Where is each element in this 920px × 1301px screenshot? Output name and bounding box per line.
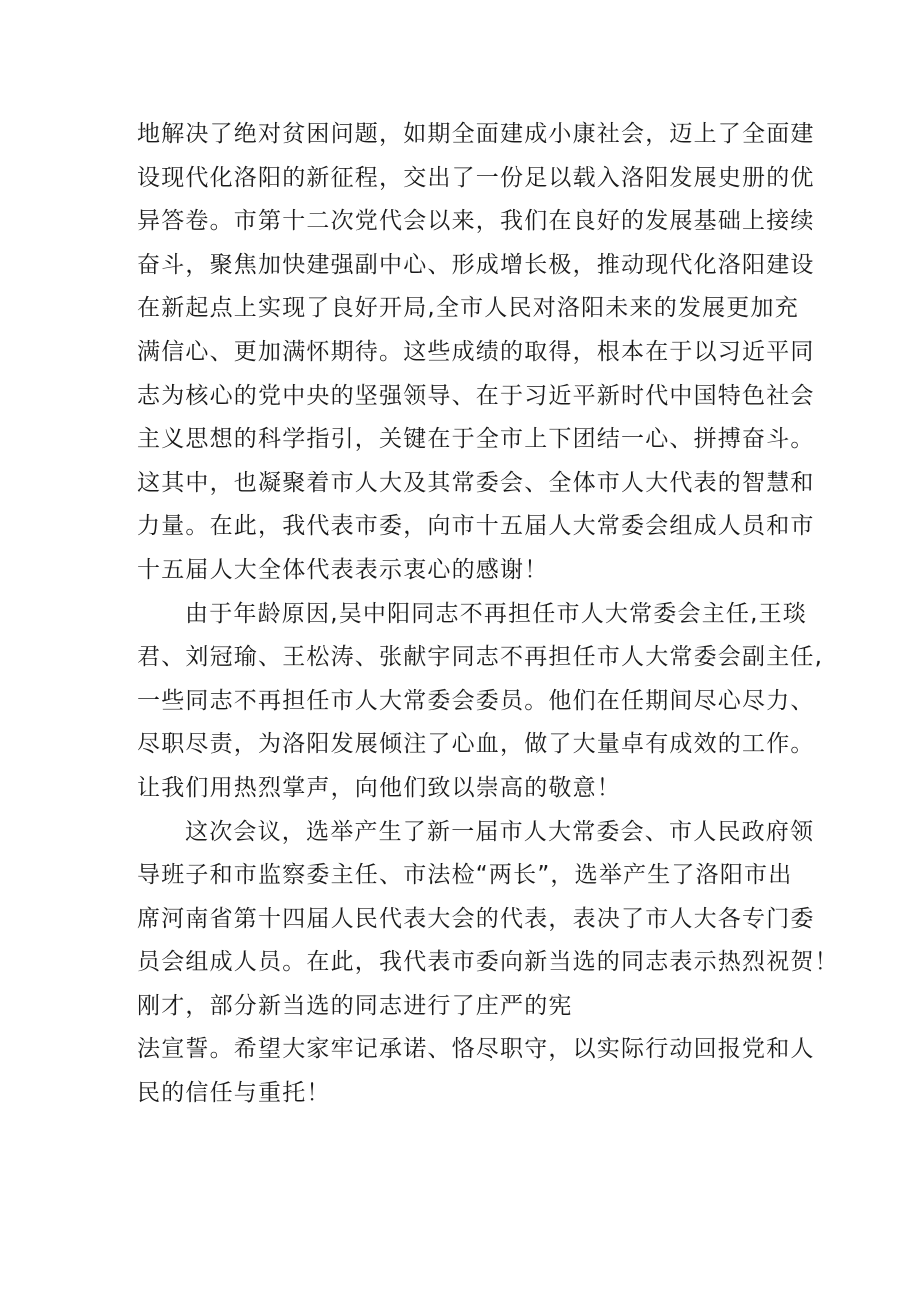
paragraph-start-line: 由于年龄原因,吴中阳同志不再担任市人大常委会主任,王琰 <box>185 600 808 627</box>
text-line: 刚才，部分新当选的同志进行了庄严的宪 <box>137 992 573 1019</box>
text-line: 主义思想的科学指引，关键在于全市上下团结一心、拼搏奋斗。 <box>137 426 815 453</box>
text-line: 这其中，也凝聚着市人大及其常委会、全体市人大代表的智慧和 <box>137 469 815 496</box>
text-line: 导班子和市监察委主任、市法检“两长”，选举产生了洛阳市出 <box>137 862 793 889</box>
text-line: 志为核心的党中央的坚强领导、在于习近平新时代中国特色社会 <box>137 382 815 409</box>
text-line: 异答卷。市第十二次党代会以来，我们在良好的发展基础上接续 <box>137 208 815 235</box>
text-line: 十五届人大全体代表表示衷心的感谢！ <box>137 556 549 583</box>
text-line: 员会组成人员。在此，我代表市委向新当选的同志表示热烈祝贺！ <box>137 949 839 976</box>
text-line: 地解决了绝对贫困问题，如期全面建成小康社会，迈上了全面建 <box>137 121 815 147</box>
text-line: 设现代化洛阳的新征程，交出了一份足以载入洛阳发展史册的优 <box>137 164 815 191</box>
document-body <box>137 113 839 1116</box>
text-line: 力量。在此，我代表市委，向市十五届人大常委会组成人员和市 <box>137 513 815 540</box>
text-line: 一些同志不再担任市人大常委会委员。他们在任期间尽心尽力、 <box>137 687 815 714</box>
text-line: 让我们用热烈掌声，向他们致以崇高的敬意！ <box>137 774 621 801</box>
text-line: 法宣誓。希望大家牢记承诺、恪尽职守，以实际行动回报党和人 <box>137 1036 815 1063</box>
text-line: 席河南省第十四届人民代表大会的代表，表决了市人大各专门委 <box>137 905 815 932</box>
text-line: 满信心、更加满怀期待。这些成绩的取得，根本在于以习近平同 <box>137 338 815 365</box>
text-line: 君、刘冠瑜、王松涛、张献宇同志不再担任市人大常委会副主任, <box>137 644 824 671</box>
paragraph-start-line: 这次会议，选举产生了新一届市人大常委会、市人民政府领 <box>185 818 815 845</box>
text-line: 民的信任与重托！ <box>137 1080 331 1107</box>
text-line: 在新起点上实现了良好开局,全市人民对洛阳未来的发展更加充 <box>137 295 799 322</box>
text-line: 尽职尽责，为洛阳发展倾注了心血，做了大量卓有成效的工作。 <box>137 731 815 758</box>
text-line: 奋斗，聚焦加快建强副中心、形成增长极，推动现代化洛阳建设 <box>137 251 815 278</box>
